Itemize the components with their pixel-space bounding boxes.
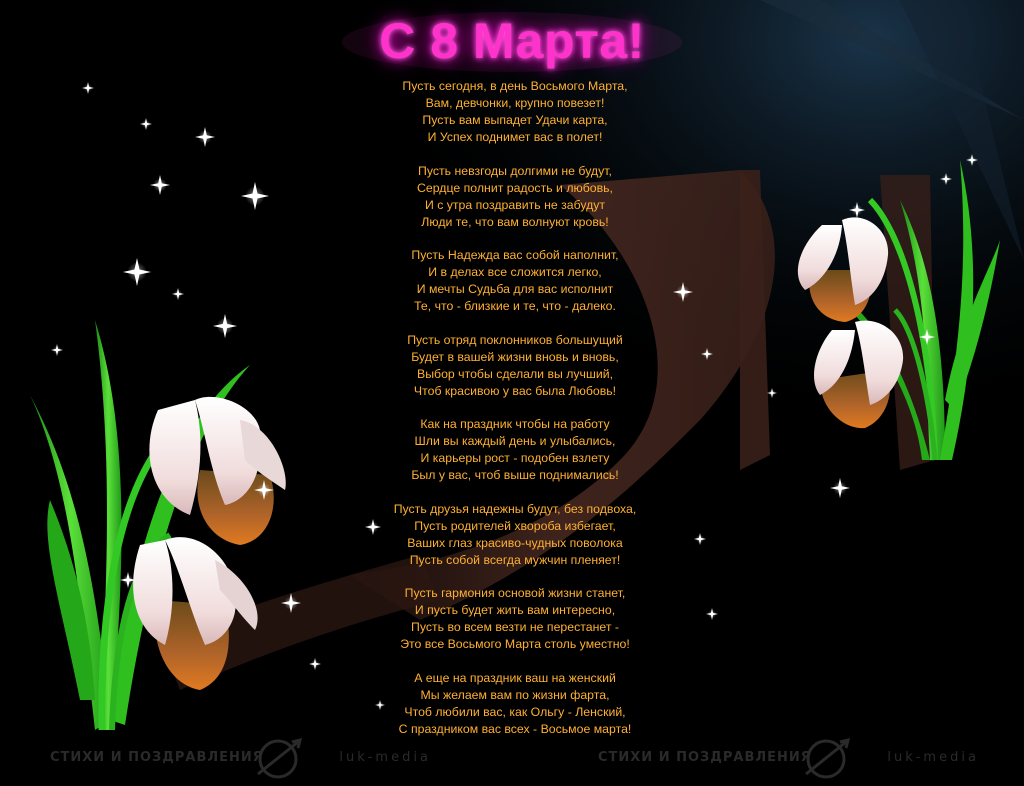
poem-line: Пусть родителей хвороба избегает, xyxy=(414,518,616,533)
archer-logo-icon xyxy=(250,734,310,784)
poem-stanza xyxy=(310,332,720,400)
watermark-caption: СТИХИ И ПОЗДРАВЛЕНИЯ xyxy=(50,750,264,765)
poem-line: И мечты Судьба для вас исполнит xyxy=(416,282,614,296)
poem-stanza xyxy=(310,78,720,146)
poem-line: И Успех поднимет вас в полет! xyxy=(427,130,603,144)
poem-line: С праздником вас всех - Восьмое марта! xyxy=(398,721,632,736)
poem-line: Пусть невзгоды долгими не будут, xyxy=(418,163,612,178)
poem-line: И карьеры рост - подобен взлету xyxy=(420,451,610,465)
watermark-left xyxy=(50,750,431,774)
poem-line: Выбор чтобы сделали вы лучший, xyxy=(417,366,613,381)
poem-line: А еще на праздник ваш на женский xyxy=(414,670,616,685)
poem-line: Пусть Надежда вас собой наполнит, xyxy=(411,248,619,262)
poem-stanza xyxy=(310,670,720,738)
poem-stanza xyxy=(310,247,720,315)
poem-line: И пусть будет жить вам интересно, xyxy=(414,603,616,617)
poem-line: Ваших глаз красиво-чудных поволока xyxy=(407,535,623,550)
archer-logo-icon xyxy=(798,734,858,784)
poem-line: Сердце полнит радость и любовь, xyxy=(417,180,613,195)
poem-line: Будет в вашей жизни вновь и вновь, xyxy=(411,349,619,364)
poem-line: Шли вы каждый день и улыбались, xyxy=(414,434,616,448)
poem xyxy=(310,78,720,754)
poem-line: Пусть сегодня, в день Восьмого Марта, xyxy=(402,79,628,93)
poem-line: Те, что - близкие и те, что - далеко. xyxy=(414,299,616,313)
poem-line: Люди те, что вам волнуют кровь! xyxy=(421,214,609,229)
watermark-caption: СТИХИ И ПОЗДРАВЛЕНИЯ xyxy=(598,750,812,765)
poem-line: Мы желаем вам по жизни фарта, xyxy=(420,687,610,702)
watermark-brand: luk-media xyxy=(339,750,431,765)
poem-line: И в делах все сложится легко, xyxy=(428,265,602,279)
poem-line: Вам, девчонки, крупно повезет! xyxy=(425,96,605,110)
poem-stanza xyxy=(310,163,720,231)
poem-line: Пусть вам выпадет Удачи карта, xyxy=(422,113,608,127)
watermark-brand: luk-media xyxy=(887,750,979,765)
poem-stanza xyxy=(310,585,720,653)
poem-line: Это все Восьмого Марта столь уместно! xyxy=(400,637,630,651)
poem-stanza xyxy=(310,501,720,569)
poem-line: И с утра поздравить не забудут xyxy=(424,197,606,212)
poem-line: Пусть во всем везти не перестанет - xyxy=(411,620,619,634)
poem-line: Пусть друзья надежны будут, без подвоха, xyxy=(393,501,637,516)
poem-stanza xyxy=(310,416,720,484)
poem-line: Чтоб любили вас, как Ольгу - Ленский, xyxy=(404,704,626,719)
card-title: С 8 Марта! xyxy=(379,13,645,69)
poem-line: Был у вас, чтоб выше поднимались! xyxy=(411,468,619,482)
watermark-right xyxy=(598,750,979,774)
poem-line: Пусть отряд поклонников большущий xyxy=(407,332,623,347)
poem-line: Пусть гармония основой жизни станет, xyxy=(404,586,626,600)
poem-line: Как на праздник чтобы на работу xyxy=(420,417,610,431)
poem-line: Чтоб красивою у вас была Любовь! xyxy=(413,383,617,398)
poem-line: Пусть собой всегда мужчин пленяет! xyxy=(409,552,621,567)
